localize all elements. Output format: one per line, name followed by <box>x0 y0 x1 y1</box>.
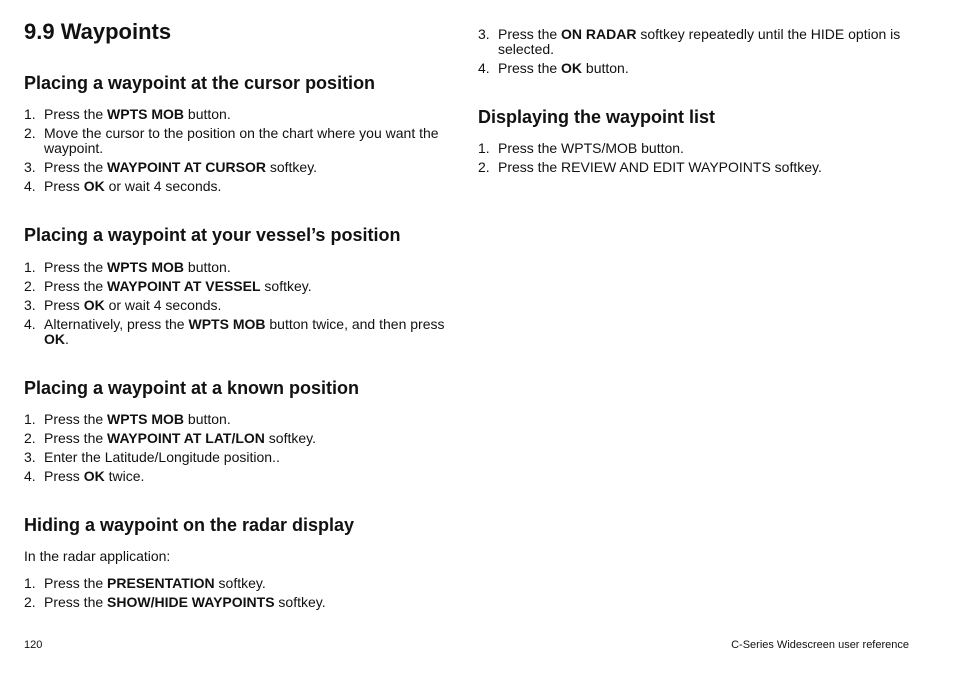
section-heading-radar: Hiding a waypoint on the radar display <box>24 515 355 535</box>
step-text: softkey. <box>264 430 317 446</box>
step-number: 2. <box>24 594 36 610</box>
step-item <box>478 141 822 156</box>
page-title: 9.9 Waypoints <box>24 19 172 44</box>
step-keyword: OK <box>44 331 65 347</box>
step-number: 4. <box>24 468 36 484</box>
step-keyword: OK <box>561 60 583 76</box>
section-heading-vessel: Placing a waypoint at your vessel’s position <box>24 225 401 245</box>
step-text: Press the REVIEW AND EDIT WAYPOINTS softkey. <box>498 159 822 175</box>
step-item <box>24 412 316 427</box>
section-intro-radar: In the radar application: <box>24 548 171 564</box>
step-keyword: OK <box>83 468 105 484</box>
step-keyword: SHOW/HIDE WAYPOINTS <box>107 594 275 610</box>
step-keyword: WAYPOINT AT CURSOR <box>107 159 266 175</box>
step-text: button. <box>582 60 629 76</box>
step-item <box>24 107 464 122</box>
step-item <box>24 317 464 347</box>
step-text: or wait 4 seconds. <box>104 178 222 194</box>
step-keyword: WPTS MOB <box>107 411 185 427</box>
step-keyword: WAYPOINT AT VESSEL <box>107 278 261 294</box>
step-item <box>24 576 326 591</box>
step-keyword: OK <box>83 297 105 313</box>
step-text: softkey. <box>274 594 326 610</box>
step-text: button. <box>184 259 231 275</box>
step-number: 2. <box>24 278 36 294</box>
step-number: 1. <box>24 106 36 122</box>
step-item <box>24 595 326 610</box>
step-text: or wait 4 seconds. <box>104 297 222 313</box>
steps-cursor <box>24 107 464 198</box>
step-item <box>24 260 464 275</box>
step-number: 1. <box>24 411 36 427</box>
step-text: Press the <box>44 430 108 446</box>
step-text: Press <box>44 468 84 484</box>
step-number: 2. <box>478 159 490 175</box>
step-number: 3. <box>478 26 490 42</box>
step-keyword: WPTS MOB <box>107 259 185 275</box>
step-text: Press the <box>44 106 108 122</box>
steps-known <box>24 412 316 488</box>
steps-list <box>478 141 822 179</box>
step-text: softkey. <box>214 575 266 591</box>
step-number: 1. <box>478 140 490 156</box>
step-text: Press the <box>44 411 108 427</box>
step-text: Press <box>44 178 84 194</box>
step-item <box>478 61 918 76</box>
step-item <box>24 126 464 156</box>
step-text: Press the <box>498 26 562 42</box>
step-number: 1. <box>24 259 36 275</box>
step-item <box>24 298 464 313</box>
step-item <box>24 160 464 175</box>
section-heading-cursor: Placing a waypoint at the cursor position <box>24 73 376 93</box>
step-text: twice. <box>104 468 145 484</box>
step-text: Enter the Latitude/Longitude position.. <box>44 449 280 465</box>
step-text: Press the <box>44 594 108 610</box>
document-title: C-Series Widescreen user reference <box>731 639 909 651</box>
step-text: Press the <box>44 259 108 275</box>
steps-radar-part1 <box>24 576 326 614</box>
step-number: 4. <box>24 316 36 332</box>
step-number: 4. <box>24 178 36 194</box>
step-number: 2. <box>24 125 36 141</box>
step-number: 3. <box>24 449 36 465</box>
step-text: Press <box>44 297 84 313</box>
step-number: 1. <box>24 575 36 591</box>
step-text: softkey. <box>265 159 318 175</box>
step-item <box>24 179 464 194</box>
step-text: button. <box>184 106 231 122</box>
step-text: softkey. <box>260 278 312 294</box>
step-text: Press the <box>44 159 108 175</box>
step-keyword: OK <box>83 178 105 194</box>
step-text: button twice, and then press <box>265 316 445 332</box>
step-text: Press the <box>498 60 562 76</box>
section-heading-list: Displaying the waypoint list <box>478 107 716 127</box>
step-number: 3. <box>24 159 36 175</box>
step-item <box>24 279 464 294</box>
step-number: 3. <box>24 297 36 313</box>
step-text: Press the WPTS/MOB button. <box>498 140 684 156</box>
steps-vessel <box>24 260 464 351</box>
step-item <box>478 160 822 175</box>
step-text: Alternatively, press the <box>44 316 189 332</box>
step-text: . <box>65 331 69 347</box>
step-text: Press the <box>44 278 108 294</box>
section-heading-known: Placing a waypoint at a known position <box>24 378 360 398</box>
step-text: button. <box>184 411 231 427</box>
step-text: Move the cursor to the position on the chart where you want the waypoint. <box>44 125 439 156</box>
step-item <box>478 27 918 57</box>
step-number: 2. <box>24 430 36 446</box>
step-text: softkey repeatedly until the HIDE option is selected. <box>498 26 901 57</box>
step-keyword: PRESENTATION <box>107 575 215 591</box>
steps-radar-part2 <box>478 27 918 80</box>
step-item <box>24 469 316 484</box>
page-number: 120 <box>24 639 43 651</box>
step-item <box>24 431 316 446</box>
step-keyword: ON RADAR <box>561 26 637 42</box>
step-keyword: WAYPOINT AT LAT/LON <box>107 430 265 446</box>
step-keyword: WPTS MOB <box>188 316 266 332</box>
step-text: Press the <box>44 575 108 591</box>
step-number: 4. <box>478 60 490 76</box>
step-keyword: WPTS MOB <box>107 106 185 122</box>
step-item <box>24 450 316 465</box>
